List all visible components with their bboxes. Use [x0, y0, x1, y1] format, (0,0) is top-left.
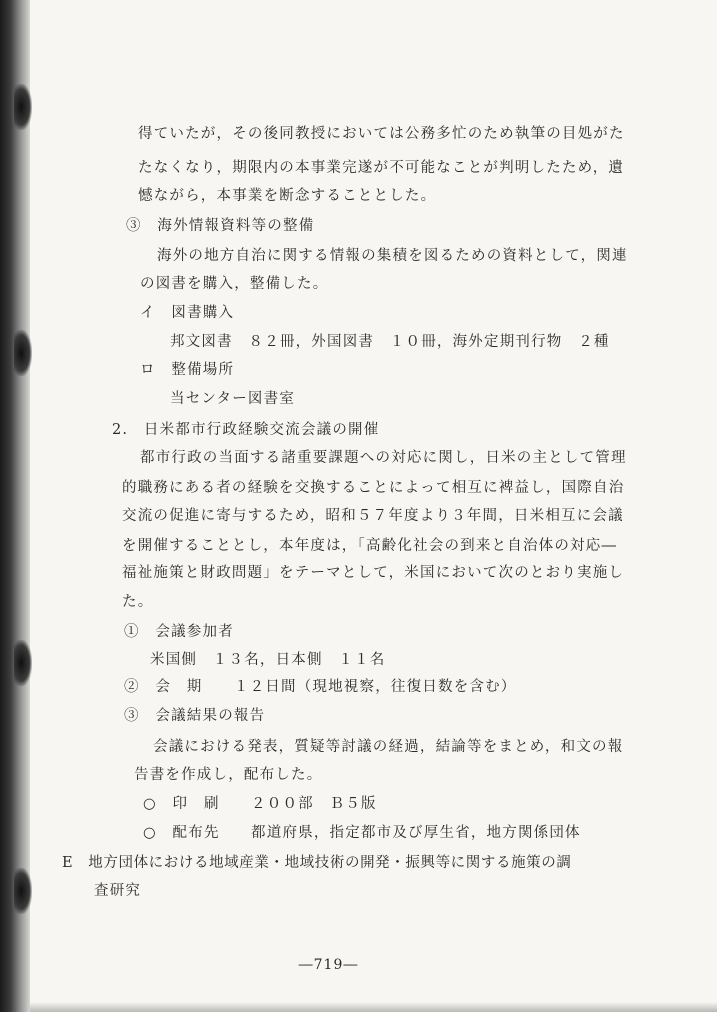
page-number: ―719― [298, 957, 359, 973]
section-heading: ③ 海外情報資料等の整備 [126, 218, 315, 234]
text-line: 得ていたが，その後同教授においては公務多忙のため執筆の目処がた [138, 126, 625, 142]
binder-hole [14, 330, 32, 376]
text-line: 的職務にある者の経験を交換することによって相互に裨益し，国際自治 [122, 480, 625, 496]
section-heading: E 地方団体における地域産業・地域技術の開発・振興等に関する施策の調 [62, 855, 572, 871]
text-line: 憾ながら，本事業を断念することとした。 [138, 188, 437, 204]
text-line: 海外の地方自治に関する情報の集積を図るための資料として，関連 [157, 248, 628, 264]
text-line: た。 [122, 594, 154, 610]
section-heading: ③ 会議結果の報告 [124, 708, 266, 724]
binder-hole [14, 640, 32, 686]
text-line: 邦文図書 ８２冊，外国図書 １０冊，海外定期刊行物 ２種 [170, 334, 610, 350]
sub-heading: イ 図書購入 [140, 305, 235, 321]
binder-hole [14, 868, 32, 914]
text-line: 告書を作成し，配布した。 [134, 767, 323, 783]
binder-hole [14, 84, 32, 130]
text-line: 査研究 [94, 883, 142, 899]
text-line: 当センター図書室 [170, 391, 296, 407]
text-line: を開催することとし，本年度は，「高齢化社会の到来と自治体の対応― [122, 538, 618, 554]
text-line: 会議における発表，質疑等討議の経過，結論等をまとめ，和文の報 [153, 739, 624, 755]
text-line: の図書を購入，整備した。 [140, 276, 329, 292]
sub-heading: ロ 整備場所 [140, 362, 235, 378]
text-line: たなくなり，期限内の本事業完遂が不可能なことが判明したため，遺 [138, 160, 625, 176]
list-item: ○ 印 刷 ２００部 Ｂ５版 [143, 796, 377, 812]
text-line: 都市行政の当面する諸重要課題への対応に関し，日米の主として管理 [140, 450, 627, 466]
text-line: 米国側 １３名，日本側 １１名 [150, 652, 386, 668]
section-heading: ② 会 期 １２日間（現地視察，往復日数を含む） [124, 679, 517, 695]
text-line: 福祉施策と財政問題」をテーマとして，米国において次のとおり実施し [122, 565, 625, 581]
section-heading: 2. 日米都市行政経験交流会議の開催 [112, 422, 380, 438]
section-heading: ① 会議参加者 [124, 624, 234, 640]
list-item: ○ 配布先 都道府県，指定都市及び厚生省，地方関係団体 [143, 825, 581, 841]
binding-edge [0, 0, 30, 1012]
text-line: 交流の促進に寄与するため，昭和５７年度より３年間，日米相互に会議 [122, 508, 624, 524]
page-shadow [30, 1002, 717, 1012]
